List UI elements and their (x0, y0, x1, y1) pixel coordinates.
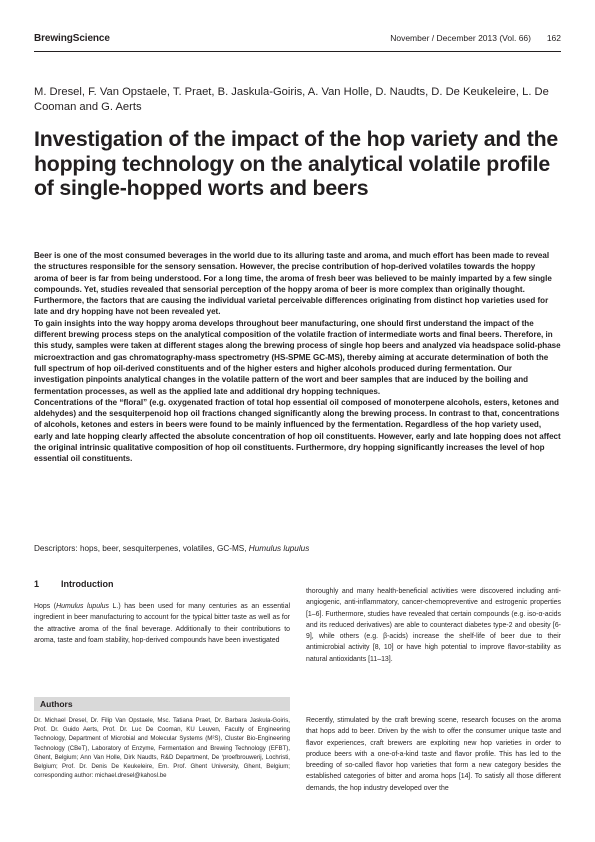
abstract (34, 250, 561, 465)
authors-box-header (34, 697, 290, 711)
section-heading-introduction (34, 579, 114, 589)
running-header (34, 31, 561, 47)
author-list: M. Dresel, F. Van Opstaele, T. Praet, B. Jaskula-Goiris, A. Van Holle, D. Naudts, D. De Keukeleire, L. De Cooman and G. Aerts (34, 86, 549, 113)
abstract-paragraph-3: Concentrations of the “floral” (e.g. oxygenated fraction of total hop essential oil composed of monoterpene alcohols, esters, ketones and aldehydes) and the sesquiterpenoid hop oil fractions changed significantly along the brewing process. In contrast to that, concentrations of alcohols, ketones and esters in beers were found to be mainly influenced by the fermentation. Regardless of the hop variety used, early and late hopping clearly affected the absolute concentration of hop oil constituents. However, early and late hopping does not affect the original intrinsic qualitative composition of hop oil constituents. Furthermore, dry hopping significantly increases the level of hop essential oil constituents. (34, 397, 561, 464)
descriptors-label: Descriptors: hops, beer, sesquiterpenes, volatiles, GC-MS, (34, 544, 247, 553)
descriptors-latin-term: Humulus lupulus (248, 544, 310, 553)
abstract-paragraph-1: Beer is one of the most consumed beverages in the world due to its alluring taste and aroma, and much effort has been made to reveal the structures responsible for the sensory sensation. However, the precise contribution of hop-derived volatiles towards the hoppy aroma of beer is far from being understood. For a long time, the aroma of fresh beer was believed to be mainly imparted by a few single compounds. Yet, studies revealed that sensorial perception of the hoppy aroma of beer is more complex than originally thought. Furthermore, the factors that are causing the individual varietal perceivable differences originating from distinct hop varieties used for late and dry hopping have not been revealed yet. (34, 251, 552, 317)
intro-left-column (34, 601, 290, 646)
intro-paragraph-3: Recently, stimulated by the craft brewing scene, research focuses on the aroma that hops add to beer. Driven by the wish to offer the consumer unique taste and flavor experiences, craft brewers are exploiting new hop varieties in order to produce beers with a one-of-a-kind taste and flavor profile. This has led to the breeding of so-called flavor hop varieties that form a new category besides the established categories of bitter and aroma hops [14]. To satisfy all those different demands, the hop industry developed over the (306, 717, 561, 792)
header-rule (34, 51, 561, 52)
intro-right-column-paragraph-1 (306, 586, 561, 665)
intro-paragraph-1 (34, 601, 290, 646)
intro-paragraph-2: thoroughly and many health-beneficial activities were discovered including anti-angiogenic, anti-inflammatory, cancer-chemopreventive and estrogenic properties [1–6]. Furthermore, studies have revealed that certain compounds (e.g. iso-α-acids and its reduced derivatives) are able to counteract diabetes type-2 and obesity [6-9], while others (e.g. β-acids) increase the shelf-life of beer due to their antimicrobial activity [8, 10] or have high potential to improve flavor-stability as natural antioxidants [11–13]. (306, 588, 561, 663)
intro-text-rest: L.) has been used for many centuries as an essential ingredient in beer manufacturing to account for the typical bitter taste as well as for the attractive aroma of the final beverage. Additionally to their contributions to aroma, taste and foam stability, hop-derived compounds have been investigated (34, 603, 290, 644)
author-affiliations (34, 716, 290, 780)
page-number: 162 (546, 33, 561, 43)
intro-right-column-paragraph-2 (306, 715, 561, 794)
descriptors (34, 544, 561, 553)
paper-title: Investigation of the impact of the hop variety and the hopping technology on the analytical volatile profile of single-hopped worts and beers (34, 127, 559, 201)
affiliation-text: Dr. Michael Dresel, Dr. Filip Van Opstaele, Msc. Tatiana Praet, Dr. Barbara Jaskula-Goiris, Prof. Dr. Guido Aerts, Prof. Dr. Luc De Cooman, KU Leuven, Faculty of Engineering Technology, Department of Microbial and Molecular Systems (M²S), Cluster Bio-Engineering Technology (CBeT), Laboratory of Enzyme, Fermentation and Brewing Technology (EFBT), Ghent, Belgium; Ann Van Holle, Dirk Naudts, R&D Department, De ‘proefbrouwerij, Lochristi, Belgium; Prof. Dr. Denis De Keukeleire, Em. Prof. Ghent University, Ghent, Belgium; corresponding author: michael.dresel@kahosl.be (34, 717, 290, 780)
section-title: Introduction (61, 579, 114, 589)
abstract-paragraph-2: To gain insights into the way hoppy aroma develops throughout beer manufacturing, one should first understand the impact of the different brewing process steps on the analytical composition of the volatile fraction of intermediate worts and final beers. Therefore, in this study, samples were taken at different stages along the brewing process of single hop beers and analyzed via headspace solid-phase microextraction and gas chromatography-mass spectrometry (HS-SPME GC-MS), thereby aiming at accurate determination of both the full spectrum of hop oil-derived constituents and of the higher esters and higher alcohols produced during fermentation. Our investigation pinpoints analytical changes in the volatile pattern of the wort and beer samples that are induced by the boiling and fermentation processes, as well as the applied late and additional dry hopping techniques. (34, 318, 561, 396)
issue-info: November / December 2013 (Vol. 66) (390, 33, 531, 43)
section-number: 1 (34, 579, 40, 589)
authors-box-label: Authors (40, 699, 73, 709)
intro-text-start: Hops ( (34, 603, 57, 610)
intro-latin-name: Humulus lupulus (56, 603, 109, 610)
journal-name: BrewingScience (34, 33, 110, 44)
